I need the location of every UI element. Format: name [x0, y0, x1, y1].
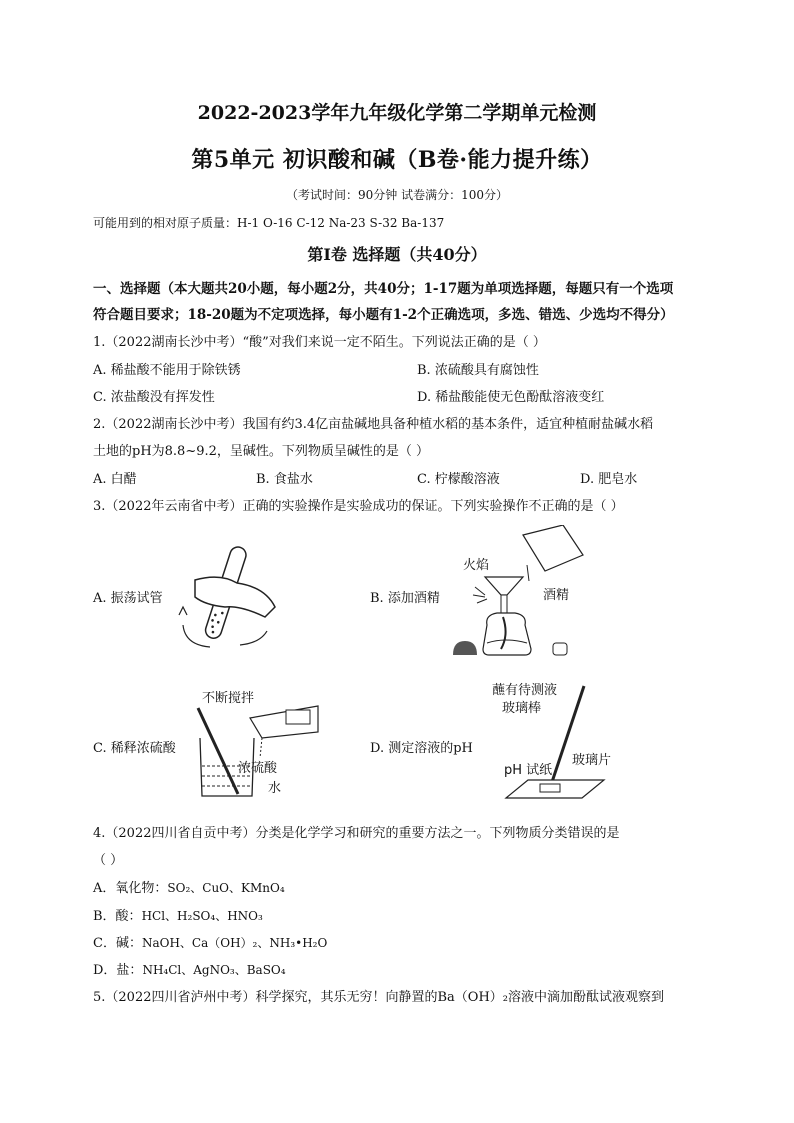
question-2-option-c: C. 柠檬酸溶液 [417, 472, 500, 487]
fig-b-label-flame: 火焰 [463, 558, 490, 573]
question-4-option-b: B．酸：HCl、H₂SO₄、HNO₃ [93, 909, 263, 924]
fig-c-label-stir: 不断搅拌 [202, 691, 255, 706]
instructions-line2: 符合题目要求；18-20题为不定项选择，每小题有1-2个正确选项，多选、错选、少选均不得分） [93, 307, 674, 323]
figure-alcohol-lamp [445, 525, 585, 665]
fig-d-label-rod: 玻璃棒 [502, 701, 542, 716]
figure-diluting-acid [190, 688, 330, 803]
figure-measure-ph [488, 680, 628, 805]
exam-subtitle: 第5单元 初识酸和碱（B卷·能力提升练） [191, 147, 603, 173]
fig-d-label-glass: 玻璃片 [572, 753, 612, 768]
figure-shaking-test-tube [165, 535, 285, 655]
question-2-option-d: D. 肥皂水 [580, 472, 638, 487]
ph-paper-icon [540, 784, 560, 792]
fig-c-label-acid: 浓硫酸 [238, 761, 278, 776]
bottle-icon [523, 525, 583, 571]
question-3-option-c: C. 稀释浓硫酸 [93, 741, 176, 756]
question-2-option-b: B. 食盐水 [256, 472, 313, 487]
question-1-option-a: A. 稀盐酸不能用于除铁锈 [93, 363, 241, 378]
exam-info: （考试时间：90分钟 试卷满分：100分） [286, 188, 508, 202]
question-3-option-a: A. 振荡试管 [93, 591, 163, 606]
atomic-masses: 可能用到的相对原子质量：H-1 O-16 C-12 Na-23 S-32 Ba-137 [93, 216, 445, 230]
lamp-icon [483, 613, 531, 655]
question-2-option-a: A. 白醋 [93, 472, 137, 487]
question-3-option-d: D. 测定溶液的pH [370, 741, 473, 756]
exam-title: 2022-2023学年九年级化学第二学期单元检测 [197, 102, 597, 124]
question-4-paren: （ ） [93, 853, 124, 868]
question-4-option-d: D．盐：NH₄Cl、AgNO₃、BaSO₄ [93, 963, 286, 978]
question-1-option-b: B. 浓硫酸具有腐蚀性 [417, 363, 539, 378]
fig-d-label-dipped: 蘸有待测液 [492, 683, 558, 698]
question-3-stem: 3.（2022年云南省中考）正确的实验操作是实验成功的保证。下列实验操作不正确的是（ ） [93, 499, 624, 514]
lamp-cap-icon [453, 641, 477, 655]
instructions-line1: 一、选择题（本大题共20小题，每小题2分，共40分；1-17题为单项选择题，每题只有一个选项 [93, 281, 674, 297]
hand-icon [195, 577, 275, 617]
glass-rod-icon [550, 686, 584, 788]
fig-d-label-ph-paper: pH 试纸 [504, 763, 553, 778]
question-1-stem: 1.（2022湖南长沙中考）“酸”对我们来说一定不陌生。下列说法正确的是（ ） [93, 335, 546, 350]
fig-c-label-water: 水 [268, 781, 282, 796]
question-2-stem-line2: 土地的pH为8.8~9.2，呈碱性。下列物质呈碱性的是（ ） [93, 444, 430, 459]
question-5-stem: 5.（2022四川省泸州中考）科学探究，其乐无穷！向静置的Ba（OH）₂溶液中滴加酚酞试液观察到 [93, 990, 664, 1005]
flame-icon [473, 587, 487, 603]
section-title: 第Ⅰ卷 选择题（共40分） [307, 245, 487, 264]
question-1-option-c: C. 浓盐酸没有挥发性 [93, 390, 215, 405]
question-4-option-a: A．氧化物：SO₂、CuO、KMnO₄ [93, 881, 285, 896]
question-4-stem: 4.（2022四川省自贡中考）分类是化学学习和研究的重要方法之一。下列物质分类错误的是 [93, 826, 620, 841]
question-4-option-c: C．碱：NaOH、Ca（OH）₂、NH₃•H₂O [93, 936, 328, 951]
question-3-option-b: B. 添加酒精 [370, 591, 440, 606]
fig-b-label-alcohol: 酒精 [543, 588, 570, 603]
glass-rod-icon [198, 708, 238, 794]
question-2-stem-line1: 2.（2022湖南长沙中考）我国有约3.4亿亩盐碱地具备种植水稻的基本条件，适宜种植耐盐碱水稻 [93, 417, 654, 432]
funnel-icon [485, 577, 523, 595]
question-1-option-d: D. 稀盐酸能使无色酚酞溶液变红 [417, 390, 605, 405]
